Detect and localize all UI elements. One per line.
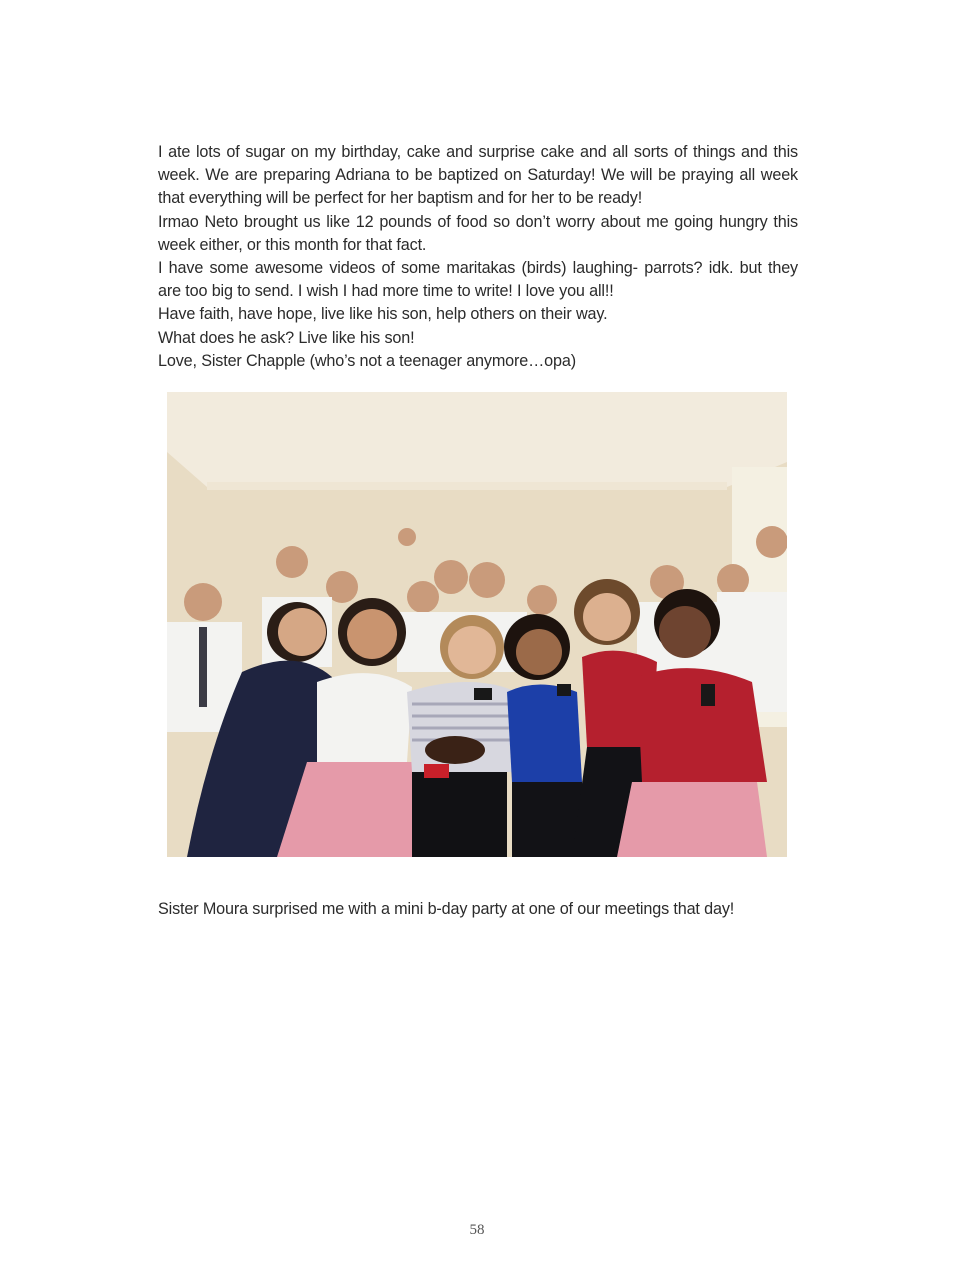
paragraph: I ate lots of sugar on my birthday, cake and surprise cake and all sorts of things and this week. We are preparing Adriana to be baptized on Saturday! We will be praying all week that everything will be perfect for her baptism and for her to be ready!: [158, 143, 798, 208]
letter-body: [158, 141, 798, 373]
paragraph: Have faith, have hope, live like his son, help others on their way.: [158, 305, 608, 324]
paragraph: Irmao Neto brought us like 12 pounds of food so don’t worry about me going hungry this week either, or this month for that fact.: [158, 212, 798, 254]
group-photo: [167, 392, 787, 857]
paragraph: I have some awesome videos of some maritakas (birds) laughing- parrots? idk. but they are too big to send. I wish I had more time to write! I love you all!!: [158, 259, 798, 301]
group-photo-image: [167, 392, 787, 857]
page-number: 58: [469, 1222, 485, 1238]
photo-caption: Sister Moura surprised me with a mini b-day party at one of our meetings that day!: [158, 900, 735, 918]
signature-line: Love, Sister Chapple (who’s not a teenager anymore…opa): [158, 351, 576, 370]
paragraph: What does he ask? Live like his son!: [158, 328, 415, 347]
